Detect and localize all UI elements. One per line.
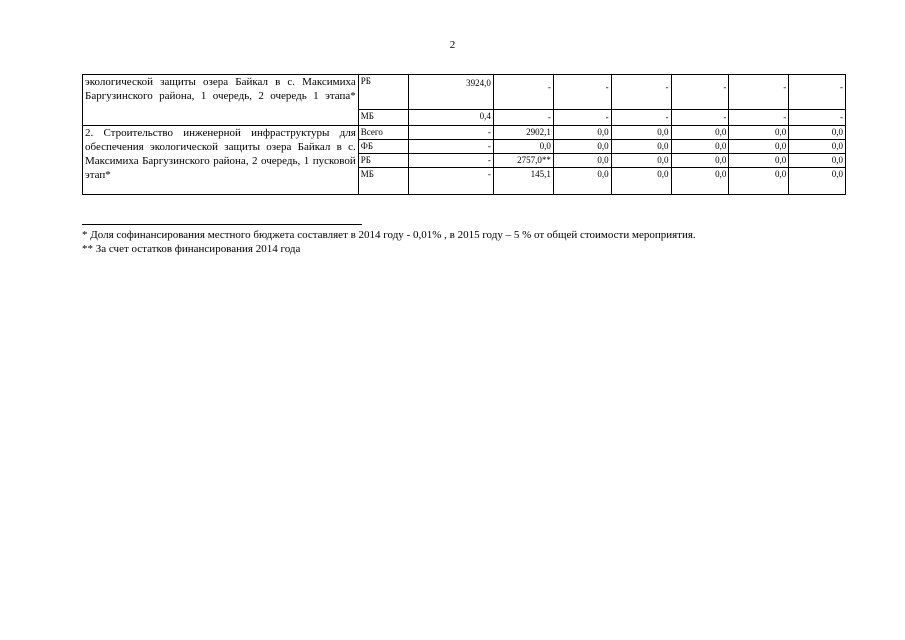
table-cell: 0,0: [671, 140, 729, 154]
table-cell: 2757,0**: [493, 154, 553, 168]
table-cell: 0,0: [729, 168, 789, 195]
table-row: [83, 75, 846, 110]
table-cell: 2902,1: [493, 126, 553, 140]
table-cell: 0,0: [611, 154, 671, 168]
footnote-remaining-funds: ** За счет остатков финансирования 2014 года: [82, 243, 301, 255]
table-cell: -: [408, 126, 493, 140]
table-cell: -: [611, 75, 671, 110]
funding-source: МБ: [358, 168, 408, 195]
table-cell: -: [408, 168, 493, 195]
measure-description: экологической защиты озера Байкал в с. Максимиха Баргузинского района, 1 очередь, 2 очередь 1 этапа*: [83, 75, 359, 126]
table-cell: 0,0: [671, 126, 729, 140]
funding-source: ФБ: [358, 140, 408, 154]
table-row: [83, 126, 846, 140]
funding-source: РБ: [358, 75, 408, 110]
table-cell: 0,0: [553, 168, 611, 195]
table-cell: -: [671, 110, 729, 126]
table-cell: -: [493, 75, 553, 110]
financing-table: [82, 74, 846, 195]
table-cell: 0,0: [671, 168, 729, 195]
footnote-cofinancing: * Доля софинансирования местного бюджета составляет в 2014 году - 0,01% , в 2015 году – 5 % от общей стоимости мероприятия.: [82, 229, 696, 241]
table-cell: 0,0: [553, 154, 611, 168]
table-cell: 0,0: [493, 140, 553, 154]
table-cell: 145,1: [493, 168, 553, 195]
table-cell: -: [493, 110, 553, 126]
table-cell: -: [729, 110, 789, 126]
table-cell: -: [789, 110, 846, 126]
table-cell: -: [729, 75, 789, 110]
table-cell: 0,0: [611, 140, 671, 154]
funding-source: РБ: [358, 154, 408, 168]
funding-source: Всего: [358, 126, 408, 140]
page-number: 2: [449, 39, 456, 51]
table-cell: 0,0: [729, 140, 789, 154]
table-cell: -: [553, 75, 611, 110]
table-cell: 0,0: [553, 140, 611, 154]
table-cell: 0,0: [611, 126, 671, 140]
table-cell: 0,0: [553, 126, 611, 140]
table-cell: 0,0: [789, 154, 846, 168]
table-cell: 0,0: [789, 126, 846, 140]
table-cell: -: [408, 140, 493, 154]
measure-description: 2. Строительство инженерной инфраструктуры для обеспечения экологической защиты озера Байкал в с. Максимиха Баргузинского района, 2 очередь, 1 пусковой этап*: [83, 126, 359, 195]
footnote-separator: [82, 224, 362, 225]
table-cell: -: [671, 75, 729, 110]
table-cell: 3924,0: [408, 75, 493, 110]
table-cell: 0,0: [729, 154, 789, 168]
table-cell: 0,0: [729, 126, 789, 140]
table-cell: -: [789, 75, 846, 110]
table-cell: 0,0: [611, 168, 671, 195]
table-cell: 0,0: [789, 168, 846, 195]
table-cell: 0,0: [671, 154, 729, 168]
table-cell: -: [611, 110, 671, 126]
table-cell: -: [553, 110, 611, 126]
funding-source: МБ: [358, 110, 408, 126]
table-cell: 0,0: [789, 140, 846, 154]
table-cell: 0,4: [408, 110, 493, 126]
table-cell: -: [408, 154, 493, 168]
